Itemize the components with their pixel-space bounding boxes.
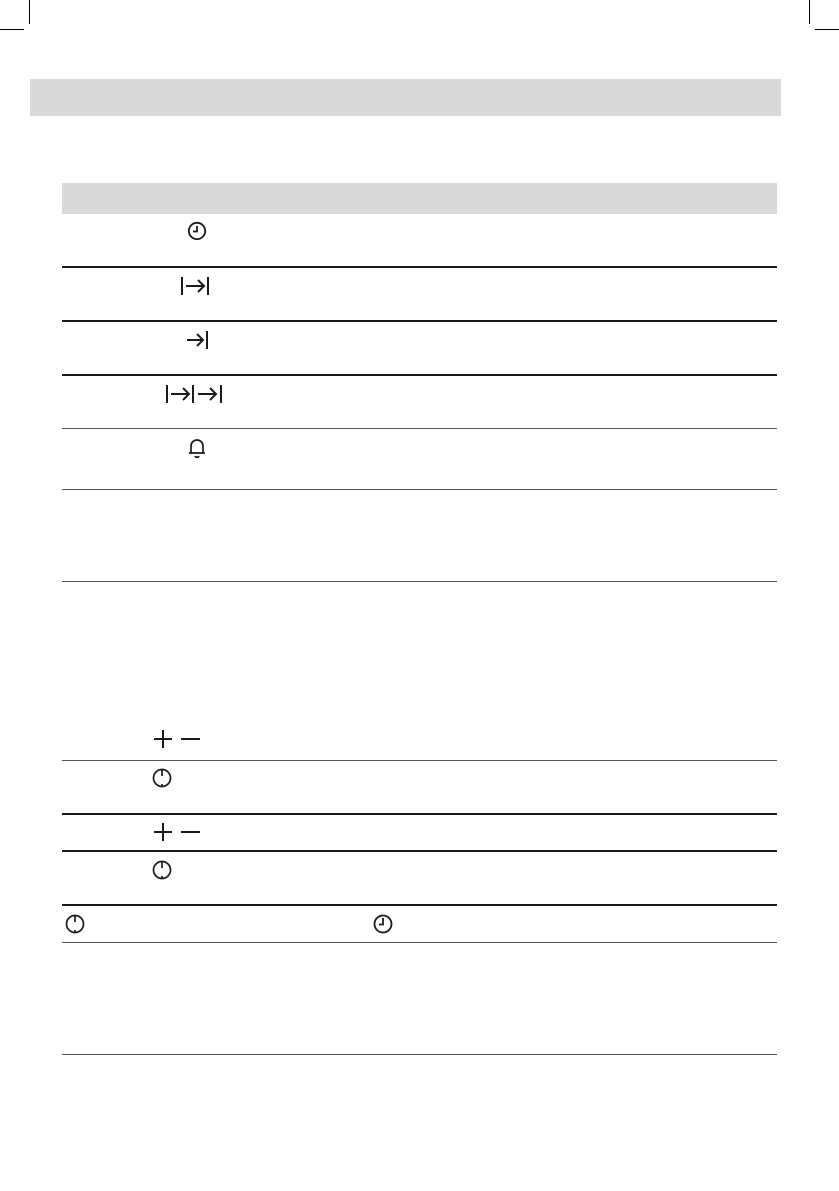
minute-minder-bell-icon — [187, 437, 207, 459]
clock-icon — [372, 913, 394, 935]
row-divider — [62, 813, 777, 815]
end-time-icon — [185, 329, 211, 351]
table-bottom-rule — [62, 1054, 777, 1055]
plus-minus-icon — [151, 728, 203, 750]
row-divider — [62, 428, 777, 429]
crop-mark-left-vertical — [29, 0, 30, 24]
row-divider — [62, 581, 777, 582]
row-divider — [62, 942, 777, 943]
clock-icon — [187, 221, 207, 241]
row-divider — [62, 760, 777, 761]
crop-mark-right-vertical — [809, 0, 810, 24]
row-divider — [62, 489, 777, 490]
crop-mark-right-horizontal — [815, 29, 839, 30]
duration-icon — [180, 275, 212, 297]
row-divider — [62, 320, 777, 322]
row-divider — [62, 904, 777, 906]
power-icon — [151, 767, 173, 789]
power-icon — [151, 859, 173, 881]
crop-mark-left-horizontal — [0, 29, 24, 30]
time-delay-icon — [165, 383, 225, 405]
plus-minus-icon — [151, 821, 203, 843]
section-title-bar — [30, 79, 781, 116]
row-divider — [62, 850, 777, 852]
row-divider — [62, 266, 777, 268]
row-divider — [62, 374, 777, 376]
table-header — [62, 183, 777, 214]
power-icon — [64, 913, 86, 935]
